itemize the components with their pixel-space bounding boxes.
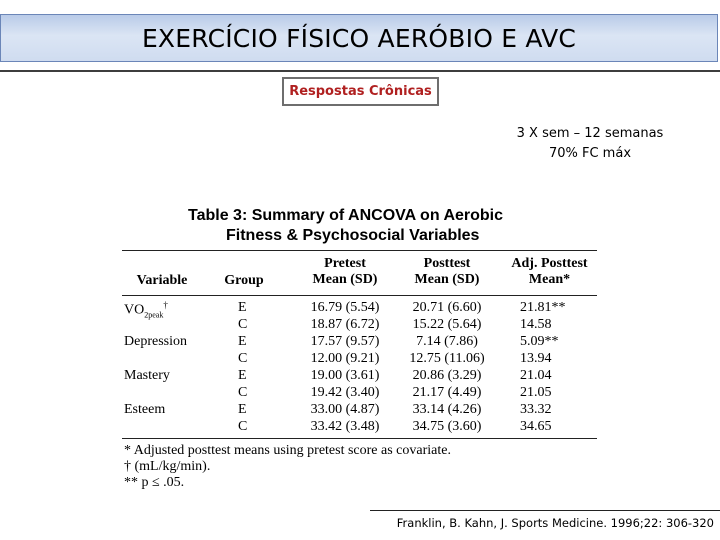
cell-pretest: 19.00 (3.61) — [310, 368, 380, 383]
cell-posttest: 33.14 (4.26) — [412, 402, 482, 417]
header-posttest — [392, 256, 502, 288]
protocol-intensity: 70% FC máx — [548, 146, 632, 161]
header-rule — [122, 295, 597, 296]
protocol-description — [490, 124, 690, 164]
header-adjusted — [502, 256, 597, 288]
cell-posttest: 12.75 (11.06) — [409, 351, 485, 366]
cell-variable: Mastery — [124, 368, 170, 383]
protocol-frequency: 3 X sem – 12 semanas — [516, 126, 664, 141]
cell-variable-vo2: $VO_{2peak}^\dagger$ — [124, 300, 168, 320]
header-pretest-l1: Pretest — [324, 256, 366, 271]
table-top-rule — [122, 250, 597, 251]
table-row — [122, 334, 597, 350]
citation-divider — [370, 510, 720, 511]
cell-adjusted: 13.94 — [520, 351, 552, 366]
table-row — [122, 300, 597, 320]
footnote-units: † (mL/kg/min). — [124, 459, 211, 474]
header-adjusted-l2: Mean* — [528, 272, 571, 287]
header-group: Group — [224, 273, 264, 288]
cell-pretest: 12.00 (9.21) — [310, 351, 380, 366]
table-title-line2: Fitness & Psychosocial Variables — [226, 227, 480, 244]
header-adjusted-l1: Adj. Posttest — [511, 256, 588, 271]
cell-posttest: 20.71 (6.60) — [412, 300, 482, 315]
cell-posttest: 15.22 (5.64) — [412, 317, 482, 332]
table-bottom-rule — [122, 438, 597, 439]
cell-posttest: 34.75 (3.60) — [412, 419, 482, 434]
cell-pretest: 17.57 (9.57) — [310, 334, 380, 349]
cell-posttest: 7.14 (7.86) — [416, 334, 478, 349]
table-row — [122, 317, 597, 333]
cell-group: C — [238, 419, 248, 434]
footnote-adjusted: * Adjusted posttest means using pretest score as covariate. — [124, 443, 451, 458]
cell-pretest: 18.87 (6.72) — [310, 317, 380, 332]
cell-adjusted: 21.04 — [520, 368, 552, 383]
citation: Franklin, B. Kahn, J. Sports Medicine. 1996;22: 306-320 — [396, 516, 714, 530]
cell-adjusted: 14.58 — [520, 317, 552, 332]
cell-variable: Depression — [124, 334, 187, 349]
cell-group: E — [238, 300, 247, 315]
cell-group: C — [238, 317, 248, 332]
table-row — [122, 402, 597, 418]
cell-group: E — [238, 334, 247, 349]
table-row — [122, 385, 597, 401]
slide-title: EXERCÍCIO FÍSICO AERÓBIO E AVC — [141, 23, 577, 53]
cell-adjusted: 21.05 — [520, 385, 552, 400]
section-badge-label: Respostas Crônicas — [289, 84, 432, 99]
cell-group: E — [238, 402, 247, 417]
header-posttest-l1: Posttest — [423, 256, 471, 271]
table-title — [188, 206, 548, 246]
cell-adjusted: 33.32 — [520, 402, 552, 417]
cell-group: C — [238, 351, 248, 366]
cell-pretest: 19.42 (3.40) — [310, 385, 380, 400]
cell-pretest: 16.79 (5.54) — [310, 300, 380, 315]
cell-group: C — [238, 385, 248, 400]
slide-title-banner — [0, 14, 718, 62]
cell-variable: Esteem — [124, 402, 166, 417]
cell-adjusted: 5.09** — [520, 334, 559, 349]
title-divider — [0, 70, 720, 72]
table-title-line1: Table 3: Summary of ANCOVA on Aerobic — [188, 207, 504, 224]
table-row — [122, 351, 597, 367]
cell-posttest: 21.17 (4.49) — [412, 385, 482, 400]
table-footnotes — [124, 443, 451, 491]
cell-pretest: 33.00 (4.87) — [310, 402, 380, 417]
cell-group: E — [238, 368, 247, 383]
cell-pretest: 33.42 (3.48) — [310, 419, 380, 434]
header-posttest-l2: Mean (SD) — [414, 272, 480, 287]
header-pretest-l2: Mean (SD) — [312, 272, 378, 287]
header-variable: Variable — [136, 273, 188, 288]
table-row — [122, 368, 597, 384]
cell-adjusted: 21.81** — [520, 300, 566, 315]
cell-adjusted: 34.65 — [520, 419, 552, 434]
section-badge — [282, 77, 439, 106]
table-row — [122, 419, 597, 435]
footnote-significance: ** p ≤ .05. — [124, 475, 185, 490]
header-pretest — [290, 256, 400, 288]
cell-posttest: 20.86 (3.29) — [412, 368, 482, 383]
